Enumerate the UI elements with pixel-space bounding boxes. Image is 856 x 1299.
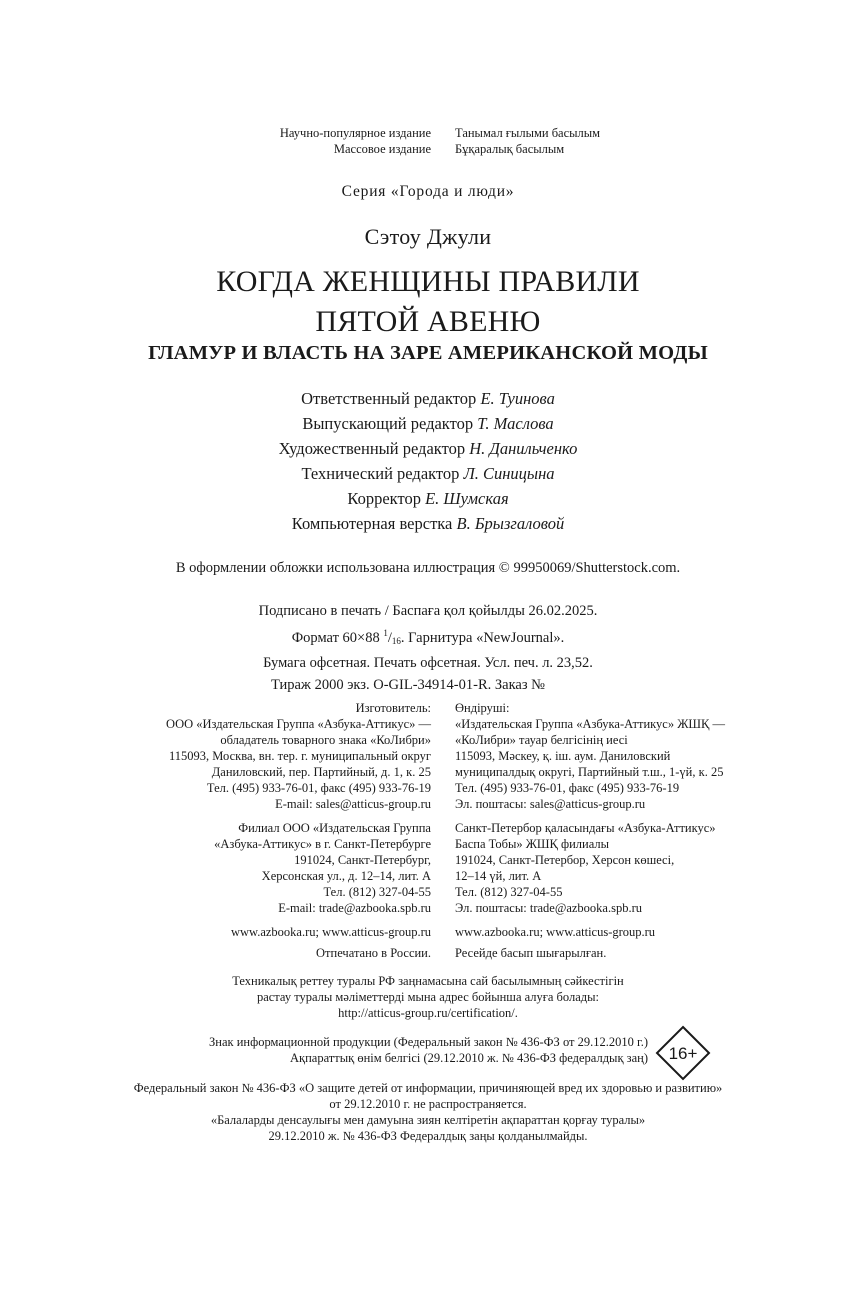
credit-role: Корректор bbox=[347, 489, 421, 508]
branch-ru bbox=[100, 820, 431, 916]
law-line: 29.12.2010 ж. № 436-ФЗ Федералдық заңы қолданылмайды. bbox=[268, 1129, 588, 1143]
manufacturer-line: 115093, Мәскеу, қ. іш. аум. Даниловский bbox=[455, 749, 671, 763]
print-info bbox=[0, 600, 856, 696]
branch-email: Эл. поштасы: trade@azbooka.spb.ru bbox=[455, 901, 643, 915]
printed-line: Ресейде басып шығарылған. bbox=[455, 946, 607, 960]
format-denominator: 16 bbox=[391, 636, 401, 646]
edition-line: Научно-популярное издание bbox=[279, 126, 431, 140]
cover-illustration-note: В оформлении обложки использована иллюстрация © 99950069/Shutterstock.com. bbox=[175, 560, 681, 576]
manufacturer-line: Тел. (495) 933-76-01, факс (495) 933-76-19 bbox=[206, 781, 431, 795]
print-paper: Бумага офсетная. Печать офсетная. Усл. печ. л. 23,52. bbox=[263, 655, 593, 671]
format-prefix: Формат 60×88 bbox=[291, 630, 380, 646]
manufacturer-line: обладатель товарного знака «КоЛибри» bbox=[220, 733, 431, 747]
tech-regulation-note bbox=[0, 973, 856, 1021]
branch-line: Херсонская ул., д. 12–14, лит. А bbox=[261, 869, 431, 883]
book-title-line1: КОГДА ЖЕНЩИНЫ ПРАВИЛИ bbox=[216, 265, 640, 298]
credit-role: Компьютерная верстка bbox=[291, 514, 453, 533]
manufacturer-kz bbox=[455, 700, 815, 812]
age-rating-text: 16+ bbox=[668, 1044, 698, 1063]
info-line: Знак информационной продукции (Федеральный закон № 436-ФЗ от 29.12.2010 г.) bbox=[209, 1035, 648, 1049]
credit-role: Ответственный редактор bbox=[301, 389, 477, 408]
print-format: Формат 60×88 $^1/_{16}$. Гарнитура «NewJournal». bbox=[291, 628, 565, 646]
law-note bbox=[0, 1080, 856, 1144]
manufacturer-line: Өндіруші: bbox=[455, 701, 510, 715]
manufacturer-line: «КоЛибри» тауар белгісінің иесі bbox=[455, 733, 628, 747]
manufacturer-email: Эл. поштасы: sales@atticus-group.ru bbox=[455, 797, 646, 811]
manufacturer-line: Даниловский, пер. Партийный, д. 1, к. 25 bbox=[211, 765, 431, 779]
age-rating-badge-icon bbox=[655, 1025, 711, 1081]
certification-link: http://atticus-group.ru/certification/. bbox=[338, 1006, 518, 1020]
credit-row bbox=[0, 486, 856, 511]
credit-person: Е. Туинова bbox=[480, 389, 555, 408]
branch-email: E-mail: trade@azbooka.spb.ru bbox=[278, 901, 431, 915]
websites-kz bbox=[455, 924, 815, 940]
edition-line: Бұқаралық басылым bbox=[455, 142, 565, 156]
credit-role: Выпускающий редактор bbox=[302, 414, 474, 433]
credit-person: Т. Маслова bbox=[477, 414, 554, 433]
credit-row bbox=[0, 436, 856, 461]
manufacturer-ru bbox=[100, 700, 431, 812]
websites-ru bbox=[100, 924, 431, 940]
branch-line: 191024, Санкт-Петербург, bbox=[294, 853, 431, 867]
branch-kz bbox=[455, 820, 815, 916]
printed-ru bbox=[100, 945, 431, 961]
manufacturer-line: ООО «Издательская Группа «Азбука-Аттикус» — bbox=[166, 717, 431, 731]
credit-row bbox=[0, 411, 856, 436]
credit-person: В. Брызгаловой bbox=[456, 514, 565, 533]
print-run: Тираж 2000 экз. O-GIL-34914-01-R. Заказ № bbox=[270, 677, 546, 693]
manufacturer-line: 115093, Москва, вн. тер. г. муниципальный округ bbox=[168, 749, 431, 763]
edition-line: Танымал ғылыми басылым bbox=[455, 126, 601, 140]
series-name: Серия «Города и люди» bbox=[341, 183, 515, 200]
manufacturer-email: E-mail: sales@atticus-group.ru bbox=[275, 797, 431, 811]
branch-line: Филиал ООО «Издательская Группа bbox=[238, 821, 431, 835]
credit-row bbox=[0, 386, 856, 411]
law-line: от 29.12.2010 г. не распространяется. bbox=[329, 1097, 527, 1111]
tech-line: Техникалық реттеу туралы РФ заңнамасына сай басылымның сәйкестігін bbox=[232, 974, 624, 988]
branch-line: Тел. (812) 327-04-55 bbox=[455, 885, 563, 899]
credit-role: Технический редактор bbox=[301, 464, 460, 483]
tech-line: растау туралы мәліметтерді мына адрес бойынша алуға болады: bbox=[256, 990, 600, 1004]
info-product-sign bbox=[130, 1034, 648, 1066]
credit-person: Л. Синицына bbox=[463, 464, 555, 483]
branch-line: Тел. (812) 327-04-55 bbox=[323, 885, 431, 899]
manufacturer-line: муниципалдық округі, Партийный т.ш., 1-үй, к. 25 bbox=[455, 765, 724, 779]
branch-line: Санкт-Петербор қаласындағы «Азбука-Аттикус» bbox=[455, 821, 716, 835]
law-line: «Балаларды денсаулығы мен дамуына зиян келтіретін ақпараттан қорғау туралы» bbox=[210, 1113, 646, 1127]
format-numerator: 1 bbox=[383, 628, 388, 638]
book-title-line2: ПЯТОЙ АВЕНЮ bbox=[315, 305, 541, 338]
branch-line: «Азбука-Аттикус» в г. Санкт-Петербурге bbox=[214, 837, 431, 851]
websites-line: www.azbooka.ru; www.atticus-group.ru bbox=[455, 925, 656, 939]
websites-line: www.azbooka.ru; www.atticus-group.ru bbox=[230, 925, 431, 939]
branch-line: Баспа Тобы» ЖШҚ филиалы bbox=[455, 837, 609, 851]
info-line: Ақпараттық өнім белгісі (29.12.2010 ж. № 436-ФЗ федералдық заң) bbox=[290, 1051, 648, 1065]
credit-person: Н. Данильченко bbox=[469, 439, 578, 458]
book-subtitle: ГЛАМУР И ВЛАСТЬ НА ЗАРЕ АМЕРИКАНСКОЙ МОДЫ bbox=[148, 342, 708, 364]
manufacturer-line: Тел. (495) 933-76-01, факс (495) 933-76-19 bbox=[455, 781, 680, 795]
format-suffix: . Гарнитура «NewJournal». bbox=[400, 630, 565, 646]
credits-block bbox=[0, 386, 856, 536]
manufacturer-line: «Издательская Группа «Азбука-Аттикус» ЖШҚ — bbox=[455, 717, 726, 731]
credit-row bbox=[0, 511, 856, 536]
author-name: Сэтоу Джули bbox=[364, 224, 492, 249]
print-signed: Подписано в печать / Баспаға қол қойылды 26.02.2025. bbox=[258, 603, 598, 619]
credit-person: Е. Шумская bbox=[425, 489, 509, 508]
credit-role: Художественный редактор bbox=[278, 439, 466, 458]
edition-line: Массовое издание bbox=[333, 142, 431, 156]
printed-line: Отпечатано в России. bbox=[316, 946, 431, 960]
manufacturer-line: Изготовитель: bbox=[355, 701, 431, 715]
printed-kz bbox=[455, 945, 815, 961]
law-line: Федеральный закон № 436-ФЗ «О защите детей от информации, причиняющей вред их здоровью и развитию» bbox=[133, 1081, 723, 1095]
branch-line: 12–14 үй, лит. А bbox=[455, 869, 542, 883]
credit-row bbox=[0, 461, 856, 486]
branch-line: 191024, Санкт-Петербор, Херсон көшесі, bbox=[455, 853, 675, 867]
edition-type-kz bbox=[455, 125, 755, 157]
edition-type-ru bbox=[180, 125, 431, 157]
